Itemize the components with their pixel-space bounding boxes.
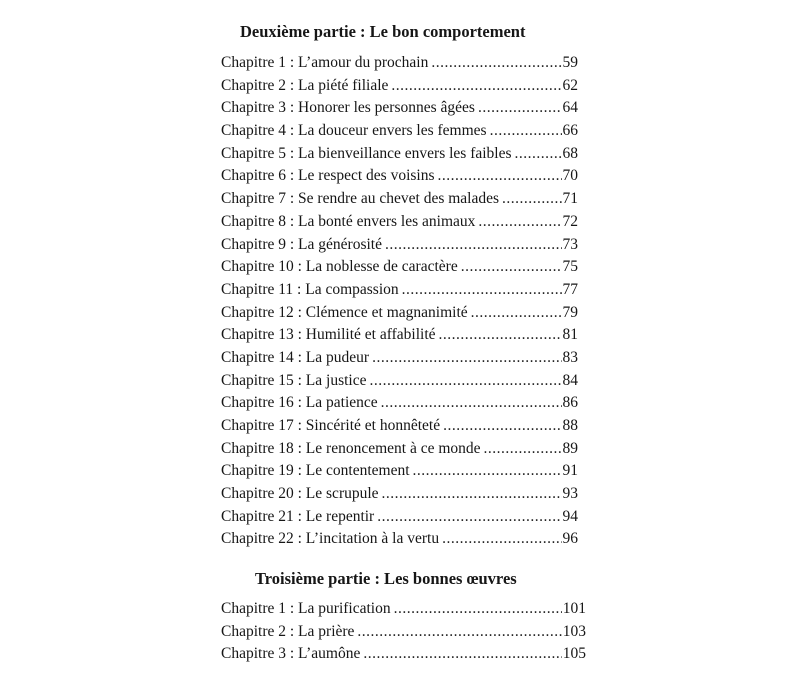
chapter-title: Chapitre 6 : Le respect des voisins: [221, 167, 435, 185]
page-number: 68: [562, 144, 578, 162]
toc-entry: [221, 97, 578, 120]
page-number: 88: [562, 417, 578, 434]
toc-entry: [221, 643, 586, 666]
page-number: 72: [562, 212, 578, 230]
toc-entry: [221, 347, 578, 370]
page-number: 86: [562, 394, 578, 412]
page-number: 59: [562, 54, 578, 71]
page-number: 103: [562, 622, 586, 640]
toc-entry: [221, 302, 578, 325]
dot-leader: [370, 370, 562, 393]
page-number: 96: [562, 530, 578, 548]
page-number: 93: [562, 485, 578, 503]
part-three-chapter-list: [221, 598, 586, 666]
chapter-title: Chapitre 12 : Clémence et magnanimité: [221, 303, 468, 321]
chapter-title: Chapitre 2 : La piété filiale: [221, 76, 389, 94]
part-two-heading: Deuxième partie : Le bon comportement: [240, 22, 526, 41]
chapter-title: Chapitre 22 : L’incitation à la vertu: [221, 530, 440, 548]
dot-leader: [478, 211, 561, 234]
chapter-title: Chapitre 2 : La prière: [221, 622, 355, 640]
chapter-title: Chapitre 7 : Se rendre au chevet des malades: [221, 190, 500, 208]
chapter-title: Chapitre 9 : La générosité: [221, 235, 382, 253]
dot-leader: [461, 256, 562, 279]
part-three-heading: Troisième partie : Les bonnes œuvres: [255, 569, 517, 588]
page-number: 77: [562, 280, 578, 298]
toc-entry: [221, 52, 578, 75]
chapter-title: Chapitre 10 : La noblesse de caractère: [221, 258, 458, 276]
toc-entry: [221, 234, 578, 257]
page-number: 83: [562, 348, 578, 366]
toc-entry: [221, 415, 578, 438]
dot-leader: [502, 188, 561, 211]
page-number: 84: [562, 371, 578, 389]
dot-leader: [402, 279, 562, 302]
chapter-title: Chapitre 11 : La compassion: [221, 280, 399, 298]
chapter-title: Chapitre 18 : Le renoncement à ce monde: [221, 439, 481, 457]
toc-entry: [221, 143, 578, 166]
chapter-title: Chapitre 3 : L’aumône: [221, 645, 361, 663]
dot-leader: [431, 52, 561, 75]
toc-entry: [221, 483, 578, 506]
chapter-title: Chapitre 1 : La purification: [221, 600, 391, 617]
toc-entry: [221, 120, 578, 143]
page-number: 89: [562, 439, 578, 457]
toc-entry: [221, 392, 578, 415]
chapter-title: Chapitre 20 : Le scrupule: [221, 485, 379, 503]
dot-leader: [478, 97, 562, 120]
chapter-title: Chapitre 1 : L’amour du prochain: [221, 54, 429, 71]
page-number: 71: [562, 190, 578, 208]
chapter-title: Chapitre 3 : Honorer les personnes âgées: [221, 99, 475, 117]
page-number: 91: [562, 462, 578, 480]
page-number: 79: [562, 303, 578, 321]
toc-entry: [221, 598, 586, 621]
page-number: 105: [562, 645, 586, 663]
toc-entry: [221, 211, 578, 234]
toc-entry: [221, 370, 578, 393]
dot-leader: [490, 120, 562, 143]
page-number: 73: [562, 235, 578, 253]
part-two-chapter-list: [221, 52, 578, 551]
toc-entry: [221, 506, 578, 529]
dot-leader: [391, 75, 561, 98]
dot-leader: [515, 143, 562, 166]
dot-leader: [484, 438, 562, 461]
dot-leader: [443, 415, 561, 438]
chapter-title: Chapitre 5 : La bienveillance envers les faibles: [221, 144, 512, 162]
chapter-title: Chapitre 15 : La justice: [221, 371, 367, 389]
dot-leader: [394, 598, 562, 621]
dot-leader: [381, 392, 562, 415]
toc-entry: [221, 279, 578, 302]
dot-leader: [471, 302, 562, 325]
dot-leader: [385, 234, 562, 257]
dot-leader: [377, 506, 561, 529]
page-number: 66: [562, 122, 578, 140]
chapter-title: Chapitre 19 : Le contentement: [221, 462, 410, 480]
dot-leader: [438, 165, 562, 188]
page-number: 101: [562, 600, 586, 617]
chapter-title: Chapitre 4 : La douceur envers les femmes: [221, 122, 487, 140]
dot-leader: [363, 643, 561, 666]
chapter-title: Chapitre 21 : Le repentir: [221, 507, 375, 525]
page-number: 70: [562, 167, 578, 185]
chapter-title: Chapitre 17 : Sincérité et honnêteté: [221, 417, 441, 434]
chapter-title: Chapitre 13 : Humilité et affabilité: [221, 326, 436, 344]
dot-leader: [357, 621, 561, 644]
toc-entry: [221, 528, 578, 551]
dot-leader: [442, 528, 561, 551]
chapter-title: Chapitre 14 : La pudeur: [221, 348, 370, 366]
toc-entry: [221, 75, 578, 98]
dot-leader: [413, 460, 562, 483]
toc-entry: [221, 324, 578, 347]
toc-entry: [221, 256, 578, 279]
toc-entry: [221, 438, 578, 461]
dot-leader: [372, 347, 561, 370]
dot-leader: [439, 324, 562, 347]
toc-entry: [221, 621, 586, 644]
toc-entry: [221, 165, 578, 188]
chapter-title: Chapitre 16 : La patience: [221, 394, 378, 412]
page-number: 81: [562, 326, 578, 344]
chapter-title: Chapitre 8 : La bonté envers les animaux: [221, 212, 476, 230]
toc-entry: [221, 188, 578, 211]
page-number: 64: [562, 99, 578, 117]
toc-entry: [221, 460, 578, 483]
dot-leader: [382, 483, 562, 506]
page-number: 75: [562, 258, 578, 276]
page-number: 62: [562, 76, 578, 94]
page-number: 94: [562, 507, 578, 525]
